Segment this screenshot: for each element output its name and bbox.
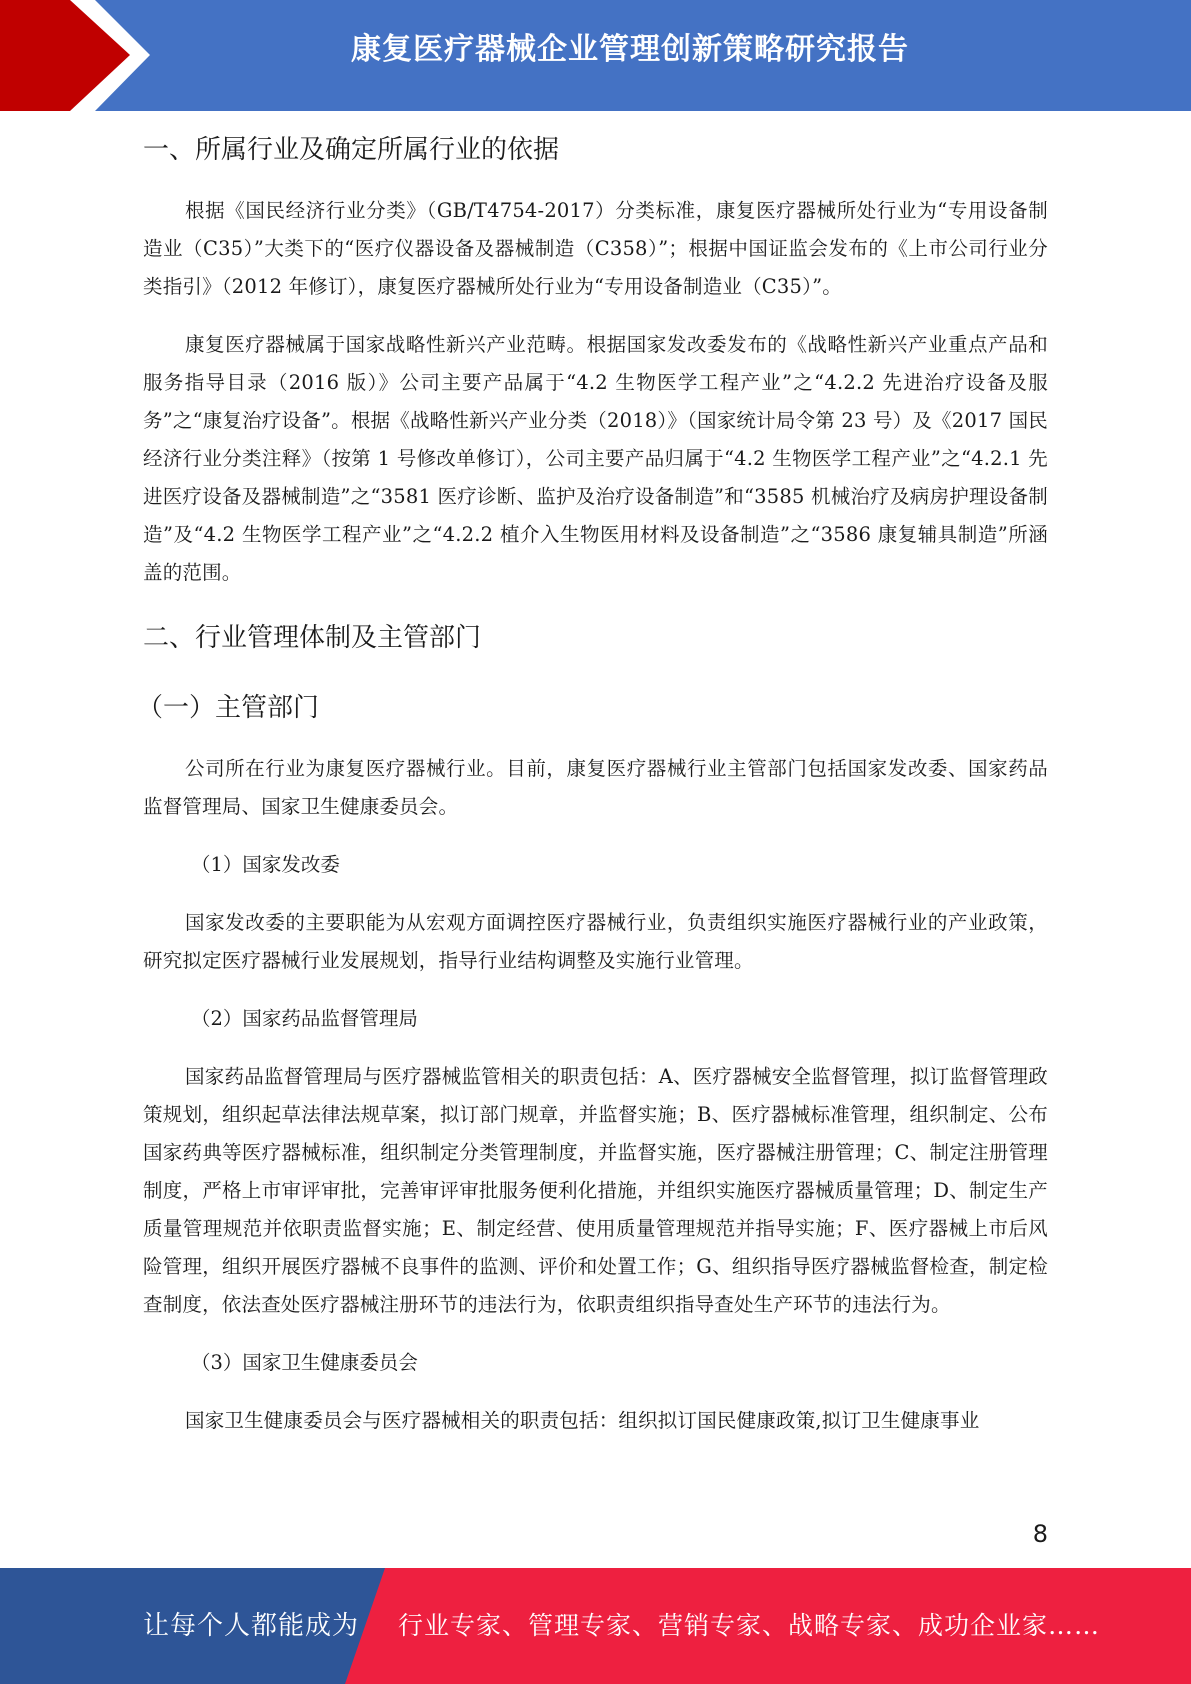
paragraph: 根据《国民经济行业分类》（GB/T4754-2017）分类标准，康复医疗器械所处行业为“专用设备制造业（C35）”大类下的“医疗仪器设备及器械制造（C358）”；根据中国证监会发布的《上市公司行业分类指引》（2012 年修订），康复医疗器械所处行业为“专用设备制造业（C35）”。 <box>143 199 1048 298</box>
page-header <box>0 0 1191 111</box>
list-item-heading: （3）国家卫生健康委员会 <box>191 1351 418 1374</box>
paragraph: 国家发改委的主要职能为从宏观方面调控医疗器械行业，负责组织实施医疗器械行业的产业政策，研究拟定医疗器械行业发展规划，指导行业结构调整及实施行业管理。 <box>143 911 1048 972</box>
report-title: 康复医疗器械企业管理创新策略研究报告 <box>351 32 909 67</box>
page-footer <box>0 1568 1191 1684</box>
paragraph: 公司所在行业为康复医疗器械行业。目前，康复医疗器械行业主管部门包括国家发改委、国家药品监督管理局、国家卫生健康委员会。 <box>143 757 1048 818</box>
footer-slogan-left: 让每个人都能成为 <box>143 1611 360 1641</box>
page-number: 8 <box>1032 1520 1048 1548</box>
list-item-heading: （1）国家发改委 <box>191 853 340 876</box>
paragraph: 国家药品监督管理局与医疗器械监管相关的职责包括：A、医疗器械安全监督管理，拟订监督管理政策规划，组织起草法律法规草案，拟订部门规章，并监督实施；B、医疗器械标准管理，组织制定、公布国家药典等医疗器械标准，组织制定分类管理制度，并监督实施，医疗器械注册管理；C、制定注册管理制度，严格上市审评审批，完善审评审批服务便利化措施，并组织实施医疗器械质量管理；D、制定生产质量管理规范并依职责监督实施；E、制定经营、使用质量管理规范并指导实施；F、医疗器械上市后风险管理，组织开展医疗器械不良事件的监测、评价和处置工作；G、组织指导医疗器械监督检查，制定检查制度，依法查处医疗器械注册环节的违法行为，依职责组织指导查处生产环节的违法行为。 <box>143 1065 1048 1316</box>
paragraph: 国家卫生健康委员会与医疗器械相关的职责包括：组织拟订国民健康政策,拟订卫生健康事业 <box>185 1409 980 1432</box>
footer-slogan-right: 行业专家、管理专家、营销专家、战略专家、成功企业家…… <box>398 1611 1101 1640</box>
section-heading-1: 一、所属行业及确定所属行业的依据 <box>143 135 560 165</box>
section-heading-2: 二、行业管理体制及主管部门 <box>143 623 482 653</box>
subsection-heading: （一）主管部门 <box>137 693 320 723</box>
paragraph: 康复医疗器械属于国家战略性新兴产业范畴。根据国家发改委发布的《战略性新兴产业重点产品和服务指导目录（2016 版）》公司主要产品属于“4.2 生物医学工程产业”之“4.2.2 先进治疗设备及服务”之“康复治疗设备”。根据《战略性新兴产业分类（2018）》（国家统计局令第 23 号）及《2017 国民经济行业分类注释》（按第 1 号修改单修订），公司主要产品归属于“4.2 生物医学工程产业”之“4.2.1 先进医疗设备及器械制造”之“3581 医疗诊断、监护及治疗设备制造”和“3585 机械治疗及病房护理设备制造”及“4.2 生物医学工程产业”之“4.2.2 植介入生物医用材料及设备制造”之“3586 康复辅具制造”所涵盖的范围。 <box>143 333 1048 584</box>
document-body <box>137 128 1048 1440</box>
list-item-heading: （2）国家药品监督管理局 <box>191 1007 418 1030</box>
